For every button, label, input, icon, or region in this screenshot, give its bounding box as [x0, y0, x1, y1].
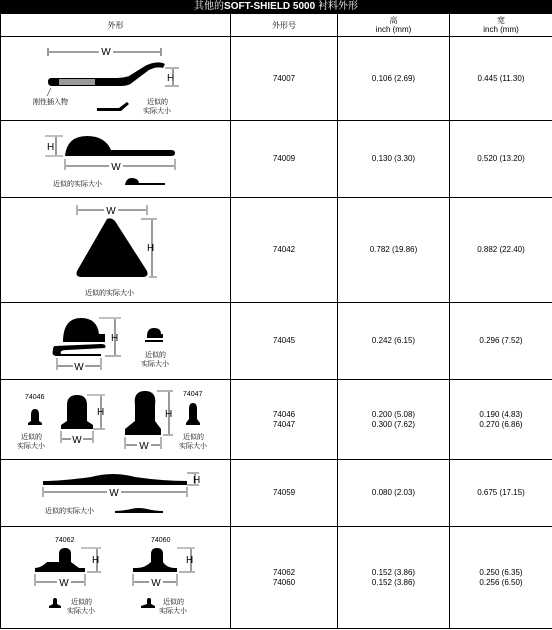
title-prefix: 其他的 [194, 1, 225, 12]
actual-size-label-1: 近似的 [71, 598, 92, 606]
actual-size-label: 近似的实际大小 [45, 507, 94, 515]
table-row [1, 460, 552, 527]
profile-clip [53, 344, 106, 356]
height-cell: 0.080 (2.03) [338, 460, 450, 527]
dim-h-label: H [167, 72, 175, 84]
width-1: 0.250 (6.35) [479, 567, 523, 577]
header-part-number: 外形号 [231, 14, 338, 37]
profile-shape-74046 [61, 395, 93, 429]
table-row [1, 121, 552, 198]
width-2: 0.270 (6.86) [479, 419, 523, 429]
part-number-cell: 74007 [231, 37, 338, 121]
part-tag-74060: 74060 [151, 536, 171, 544]
profile-shape [63, 318, 105, 342]
profile-74042-svg [1, 199, 229, 302]
profile-shape-74062 [35, 548, 85, 572]
dim-w-label: W [111, 161, 121, 173]
header-height [338, 14, 450, 37]
width-2: 0.256 (6.50) [479, 577, 523, 587]
spec-table [0, 13, 552, 629]
actual-size-shape-74062 [49, 598, 61, 608]
rigid-insert-label: 刚性插入物 [33, 98, 68, 106]
dim-w-label: W [106, 205, 116, 217]
dim-h-label: H [111, 332, 119, 344]
table-row [1, 380, 552, 460]
profile-drawing-74042 [1, 198, 231, 303]
actual-size-shape-74060 [141, 598, 155, 608]
dim-h-label-74060: H [186, 554, 194, 566]
profile-drawing-74062-74060 [1, 527, 231, 629]
part-number-1: 74062 [272, 567, 296, 577]
part-number-cell [231, 527, 338, 629]
table-row [1, 198, 552, 303]
height-cell: 0.242 (6.15) [338, 303, 450, 380]
actual-size-label-2: 实际大小 [67, 607, 95, 615]
title-suffix: 衬料外形 [315, 1, 358, 12]
actual-size-label-3: 近似的 [163, 598, 184, 606]
actual-size-shape-74046 [28, 409, 42, 425]
part-number-1: 74046 [272, 409, 296, 419]
profile-74059-svg [1, 461, 229, 526]
profile-74062-74060-svg [1, 528, 229, 628]
height-1: 0.200 (5.08) [371, 409, 416, 419]
actual-size-label-3: 近似的 [183, 433, 204, 441]
part-tag-74062: 74062 [55, 536, 75, 544]
dim-w-label-74062: W [59, 577, 69, 589]
profile-drawing-74009 [1, 121, 231, 198]
dim-w-label: W [109, 487, 119, 499]
profile-shape [77, 218, 148, 277]
height-cell: 0.782 (19.86) [338, 198, 450, 303]
profile-drawing-74046-74047 [1, 380, 231, 460]
actual-size-shape [145, 328, 163, 342]
width-cell [450, 380, 552, 460]
dim-w-label-74046: W [72, 434, 82, 446]
actual-size-shape [115, 508, 163, 513]
part-number-2: 74060 [272, 577, 296, 587]
header-row [1, 14, 552, 37]
table-row [1, 37, 552, 121]
table-row [1, 527, 552, 629]
height-2: 0.300 (7.62) [371, 419, 416, 429]
header-profile: 外形 [1, 14, 231, 37]
height-cell: 0.130 (3.30) [338, 121, 450, 198]
header-width [450, 14, 552, 37]
dim-h-label-74062: H [92, 554, 100, 566]
actual-size-label-4: 实际大小 [159, 607, 187, 615]
actual-size-label-1: 近似的 [145, 351, 166, 359]
width-cell: 0.296 (7.52) [450, 303, 552, 380]
table-row [1, 303, 552, 380]
actual-size-label-4: 实际大小 [179, 442, 207, 450]
actual-size-label-2: 实际大小 [17, 442, 45, 450]
profile-74046-74047-svg [1, 381, 229, 459]
actual-size-label: 近似的实际大小 [85, 289, 134, 297]
dim-w-label-74047: W [139, 440, 149, 452]
profile-shape-74060 [133, 548, 177, 572]
profile-shape [43, 474, 187, 485]
profile-74007-svg [1, 38, 229, 120]
width-cell: 0.882 (22.40) [450, 198, 552, 303]
profile-shape-74047 [125, 391, 161, 435]
actual-size-shape-74047 [186, 403, 200, 425]
profile-drawing-74045 [1, 303, 231, 380]
profile-drawing-74059 [1, 460, 231, 527]
header-width-unit: inch (mm) [483, 25, 519, 34]
dim-h-label: H [47, 141, 55, 153]
part-tag-74046: 74046 [25, 393, 45, 401]
header-width-label: 宽 [497, 16, 505, 25]
actual-size-label-1: 近似的 [147, 98, 168, 106]
height-2: 0.152 (3.86) [371, 577, 416, 587]
part-number-cell: 74059 [231, 460, 338, 527]
width-cell: 0.445 (11.30) [450, 37, 552, 121]
dim-h-label-74047: H [165, 408, 173, 420]
dim-w-label-74060: W [151, 577, 161, 589]
title-brand: SOFT-SHIELD 5000 [224, 1, 316, 12]
dim-h-label: H [193, 474, 201, 486]
height-1: 0.152 (3.86) [371, 567, 416, 577]
height-cell [338, 380, 450, 460]
width-1: 0.190 (4.83) [479, 409, 523, 419]
table-title [0, 0, 552, 13]
width-cell [450, 527, 552, 629]
dim-h-label: H [147, 242, 155, 254]
profile-74045-svg [1, 304, 229, 379]
part-number-2: 74047 [272, 419, 296, 429]
width-cell: 0.520 (13.20) [450, 121, 552, 198]
profile-74009-svg [1, 122, 229, 197]
width-cell: 0.675 (17.15) [450, 460, 552, 527]
actual-size-label-1: 近似的 [21, 433, 42, 441]
part-tag-74047: 74047 [183, 390, 203, 398]
actual-size-shape [125, 178, 165, 185]
part-number-cell [231, 380, 338, 460]
dim-w-label: W [74, 361, 84, 373]
actual-size-label: 近似的实际大小 [53, 180, 102, 188]
header-height-unit: inch (mm) [375, 25, 412, 34]
profile-drawing-74007 [1, 37, 231, 121]
actual-size-label-2: 实际大小 [141, 360, 169, 368]
height-cell: 0.106 (2.69) [338, 37, 450, 121]
part-number-cell: 74009 [231, 121, 338, 198]
actual-size-label-2: 实际大小 [143, 107, 171, 115]
part-number-cell: 74042 [231, 198, 338, 303]
rigid-insert [59, 79, 95, 85]
actual-size-shape [97, 102, 129, 111]
profile-shape [65, 136, 175, 156]
header-height-label: 高 [389, 16, 398, 25]
part-number-cell: 74045 [231, 303, 338, 380]
dim-h-label-74046: H [97, 406, 105, 418]
height-cell [338, 527, 450, 629]
dim-w-label: W [101, 46, 111, 58]
